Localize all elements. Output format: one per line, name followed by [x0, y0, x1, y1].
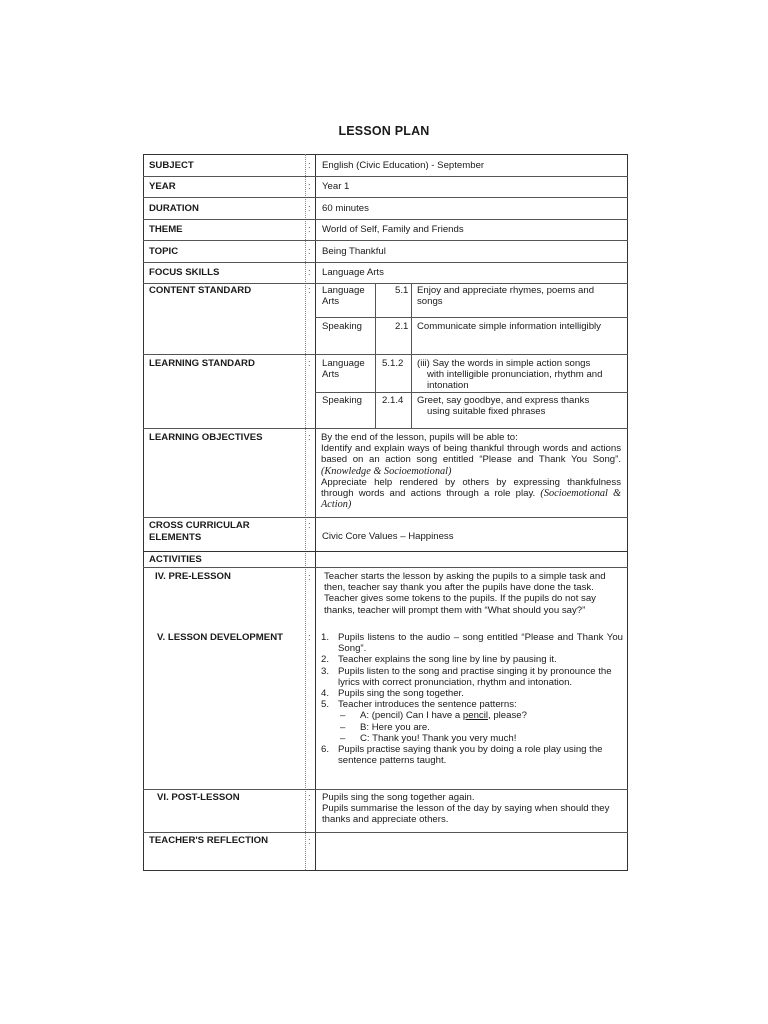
learning-standard-text: with intelligible pronunciation, rhythm and: [427, 369, 603, 380]
pre-lesson-paragraph: Teacher gives some tokens to the pupils. If the pupils do not say thanks, teacher will prompt them with “What should you say?”: [324, 593, 596, 616]
lesson-development-label: V. LESSON DEVELOPMENT: [157, 632, 283, 643]
step-text: Teacher explains the song line by line by pausing it.: [338, 654, 557, 666]
colon: :: [308, 181, 311, 192]
learning-standard-text: Greet, say goodbye, and express thanks: [417, 395, 590, 406]
subject-value: English (Civic Education) - September: [322, 160, 485, 171]
pattern-item: [321, 722, 623, 733]
row-divider: [143, 789, 628, 790]
colon: :: [308, 246, 311, 257]
page-title: LESSON PLAN: [338, 124, 430, 138]
step-number: 2.: [321, 654, 330, 666]
step-item: [321, 654, 623, 665]
row-divider: [143, 176, 628, 177]
learning-objectives-text: [321, 432, 621, 510]
step-item: [321, 632, 623, 654]
colon: :: [308, 224, 311, 235]
pattern-text: C: Thank you! Thank you very much!: [360, 732, 517, 744]
step-item: [321, 688, 623, 699]
colon: :: [308, 358, 311, 369]
colon: :: [308, 520, 311, 531]
theme-value: World of Self, Family and Friends: [322, 224, 464, 235]
objective-1: [321, 443, 621, 477]
content-standard-text: Enjoy and appreciate rhymes, poems and: [417, 285, 595, 296]
content-standard-text: songs: [417, 296, 443, 307]
pattern-text-after: , please?: [488, 710, 527, 722]
learning-objectives-label: LEARNING OBJECTIVES: [149, 432, 263, 443]
content-standard-code: 5.1: [395, 285, 409, 296]
objective-tag: (Socioemotional & Action): [321, 488, 621, 511]
learning-standard-skill: Language: [322, 358, 365, 369]
step-number: 5.: [321, 699, 330, 711]
subject-label: SUBJECT: [149, 160, 194, 171]
objective-tag: (Knowledge & Socioemotional): [321, 465, 452, 477]
subcell-divider: [375, 283, 376, 354]
post-lesson-label: VI. POST-LESSON: [157, 792, 240, 803]
colon: :: [308, 572, 311, 583]
learning-standard-code: 5.1.2: [382, 358, 404, 369]
topic-value: Being Thankful: [322, 246, 386, 257]
colon: :: [308, 267, 311, 278]
content-standard-label: CONTENT STANDARD: [149, 285, 252, 296]
row-divider: [143, 551, 628, 552]
content-standard-text: Communicate simple information intelligibly: [417, 321, 601, 332]
row-divider: [143, 428, 628, 429]
step-text: Teacher introduces the sentence patterns:: [338, 699, 517, 711]
pattern-dash: –: [340, 710, 346, 722]
content-standard-code: 2.1: [395, 321, 409, 332]
table-border-top: [143, 154, 628, 155]
subcell-divider: [411, 283, 412, 354]
subcell-divider: [375, 354, 376, 428]
learning-standard-label: LEARNING STANDARD: [149, 358, 255, 369]
row-divider: [143, 240, 628, 241]
objectives-intro: By the end of the lesson, pupils will be able to:: [321, 432, 518, 443]
duration-label: DURATION: [149, 203, 199, 214]
pattern-underlined-word: pencil: [462, 710, 488, 722]
table-border-bottom: [143, 870, 628, 871]
objective-text: Identify and explain ways of being thankful through words and actions based on an action song entitled “Please and Thank You Song”.: [321, 443, 621, 466]
step-text: Pupils listen to the song and practise singing it by pronounce the lyrics with correct pronunciation, rhythm and intonation.: [338, 665, 612, 688]
learning-standard-text: using suitable fixed phrases: [427, 406, 546, 417]
content-standard-skill: Language: [322, 285, 365, 296]
row-divider: [143, 197, 628, 198]
cross-curricular-value: Civic Core Values – Happiness: [322, 531, 454, 542]
row-divider: [143, 567, 628, 568]
pattern-item: [321, 710, 623, 721]
post-lesson-line: Pupils sing the song together again.: [322, 792, 475, 803]
step-number: 4.: [321, 688, 330, 700]
row-divider: [143, 283, 628, 284]
pre-lesson-text: [324, 571, 620, 616]
cross-curricular-label: CROSS CURRICULAR: [149, 520, 250, 531]
step-number: 3.: [321, 665, 330, 677]
learning-standard-skill: Speaking: [322, 395, 363, 406]
row-divider: [143, 517, 628, 518]
pattern-text: B: Here you are.: [360, 721, 430, 733]
step-item: [321, 744, 623, 766]
colon: :: [308, 836, 311, 847]
learning-standard-text: intonation: [427, 380, 469, 391]
theme-label: THEME: [149, 224, 183, 235]
focus-skills-value: Language Arts: [322, 267, 384, 278]
row-divider: [143, 832, 628, 833]
activities-label: ACTIVITIES: [149, 554, 202, 565]
pattern-item: [321, 733, 623, 744]
pattern-text-before: A: (pencil) Can I have a: [360, 710, 463, 722]
step-text: Pupils practise saying thank you by doing a role play using the sentence patterns taught.: [338, 744, 603, 767]
subcell-divider: [411, 354, 412, 428]
year-label: YEAR: [149, 181, 176, 192]
colon: :: [308, 792, 311, 803]
pre-lesson-paragraph: Teacher starts the lesson by asking the pupils to a simple task and then, teacher say thank you after the pupils have done the task.: [324, 571, 606, 594]
pattern-dash: –: [340, 732, 346, 744]
reflection-label: TEACHER'S REFLECTION: [149, 835, 269, 846]
duration-value: 60 minutes: [322, 203, 369, 214]
learning-standard-skill: Arts: [322, 369, 340, 380]
step-item: [321, 666, 623, 688]
learning-standard-text: (iii) Say the words in simple action songs: [417, 358, 591, 369]
objective-2: [321, 477, 621, 511]
lesson-development-steps: [321, 632, 623, 766]
pattern-text: [360, 710, 527, 721]
colon: :: [308, 432, 311, 443]
subrow-divider: [315, 392, 628, 393]
content-standard-skill: Speaking: [322, 321, 363, 332]
objective-text: Appreciate help rendered by others by expressing thankfulness through words and actions through a role play.: [321, 476, 621, 500]
pattern-dash: –: [340, 721, 346, 733]
step-text: Pupils listens to the audio – song entitled “Please and Thank You Song”.: [338, 632, 623, 655]
step-text: Pupils sing the song together.: [338, 688, 464, 700]
subrow-divider: [315, 317, 628, 318]
colon: :: [308, 285, 311, 296]
colon: :: [308, 160, 311, 171]
colon: :: [308, 632, 311, 643]
lesson-plan-table: [143, 154, 628, 870]
step-number: 6.: [321, 744, 330, 756]
colon: :: [308, 203, 311, 214]
step-number: 1.: [321, 632, 330, 643]
content-standard-skill: Arts: [322, 296, 340, 307]
year-value: Year 1: [322, 181, 350, 192]
row-divider: [143, 219, 628, 220]
learning-standard-code: 2.1.4: [382, 395, 404, 406]
row-divider: [143, 354, 628, 355]
focus-skills-label: FOCUS SKILLS: [149, 267, 220, 278]
row-divider: [143, 262, 628, 263]
post-lesson-line: Pupils summarise the lesson of the day by saying when should they thanks and appreciate others.: [322, 803, 610, 826]
step-item: [321, 699, 623, 710]
topic-label: TOPIC: [149, 246, 179, 257]
pre-lesson-label: IV. PRE-LESSON: [155, 571, 231, 582]
post-lesson-text: [322, 792, 622, 826]
cross-curricular-label: ELEMENTS: [149, 532, 202, 543]
